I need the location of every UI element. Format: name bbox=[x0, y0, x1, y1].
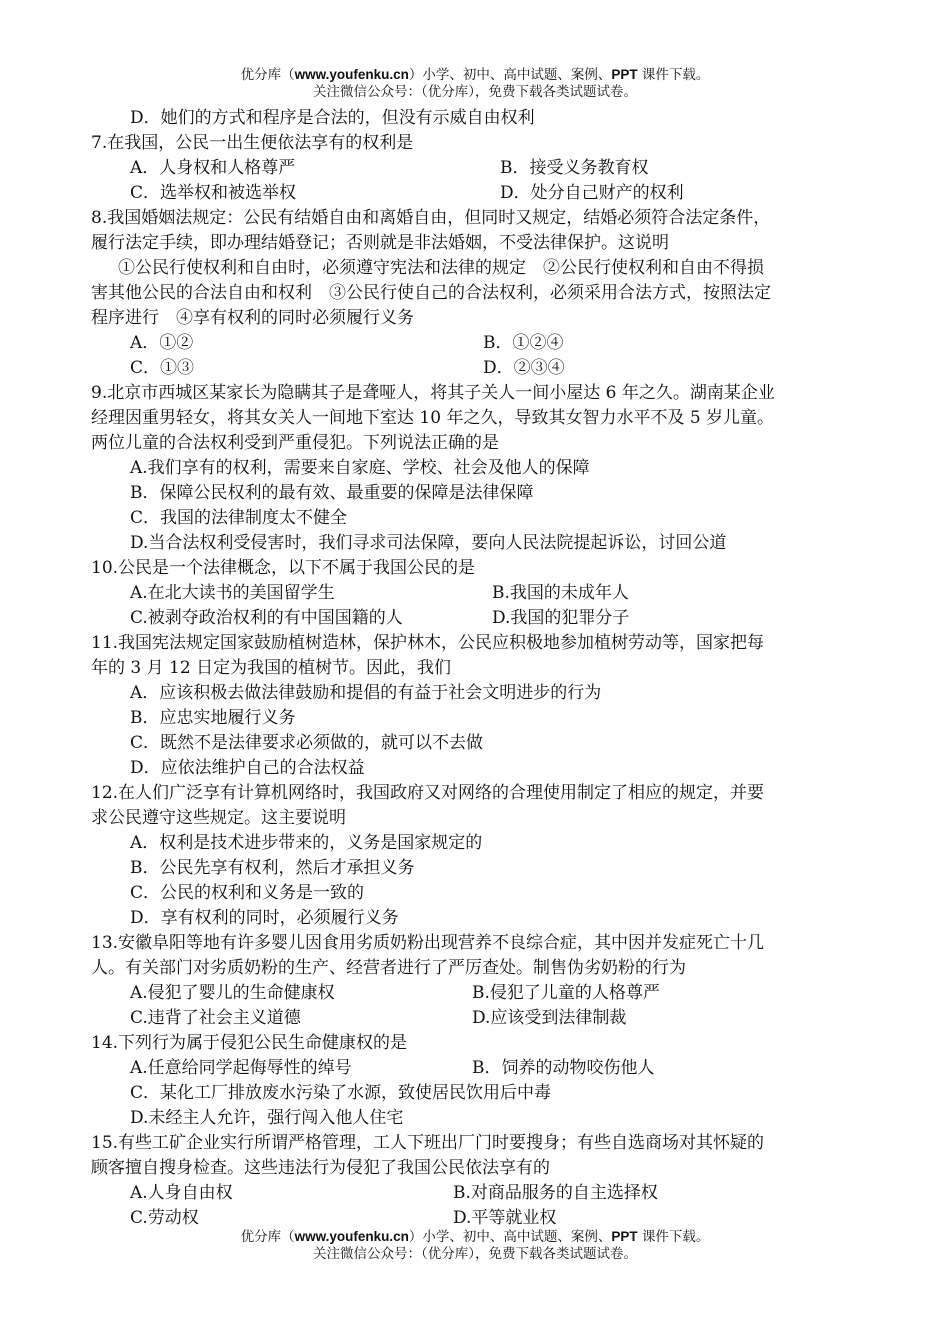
q10-stem: 10.公民是一个法律概念，以下不属于我国公民的是 bbox=[91, 558, 476, 578]
q8-stem-2: 履行法定手续，即办理结婚登记；否则就是非法婚姻，不受法律保护。这说明 bbox=[91, 233, 669, 253]
q11-option-b: B．应忠实地履行义务 bbox=[130, 708, 296, 728]
q15-option-d: D.平等就业权 bbox=[453, 1208, 557, 1228]
q10-option-a: A.在北大读书的美国留学生 bbox=[130, 583, 335, 603]
header-mid: ）小学、初中、高中试题、案例、 bbox=[408, 67, 612, 83]
q10-option-c: C.被剥夺政治权利的有中国国籍的人 bbox=[130, 608, 403, 628]
q14-option-b: B．饲养的动物咬伤他人 bbox=[472, 1058, 655, 1078]
q15-option-c: C.劳动权 bbox=[130, 1208, 199, 1228]
q8-option-b: B．①②④ bbox=[483, 333, 564, 353]
q8-statement-3: 程序进行 ④享有权利的同时必须履行义务 bbox=[91, 308, 414, 328]
footer-site-link[interactable]: www.youfenku.cn bbox=[294, 1229, 409, 1244]
q14-stem: 14.下列行为属于侵犯公民生命健康权的是 bbox=[91, 1033, 408, 1053]
q11-option-a: A．应该积极去做法律鼓励和提倡的有益于社会文明进步的行为 bbox=[130, 683, 602, 703]
q7-option-d: D．处分自己财产的权利 bbox=[500, 183, 684, 203]
q11-stem-1: 11.我国宪法规定国家鼓励植树造林，保护林木，公民应积极地参加植树劳动等，国家把每 bbox=[91, 633, 765, 653]
q13-stem-1: 13.安徽阜阳等地有许多婴儿因食用劣质奶粉出现营养不良综合症，其中因并发症死亡十几 bbox=[91, 933, 765, 953]
q13-option-d: D.应该受到法律制裁 bbox=[472, 1008, 627, 1028]
q7-option-c: C．选举权和被选举权 bbox=[130, 183, 297, 203]
footer-mid: ）小学、初中、高中试题、案例、 bbox=[408, 1229, 612, 1245]
q8-option-a: A．①② bbox=[130, 333, 194, 353]
page-footer bbox=[0, 1228, 950, 1263]
q8-statement-2: 害其他公民的合法自由和权利 ③公民行使自己的合法权利，必须采用合法方式，按照法定 bbox=[91, 283, 771, 303]
q12-option-a: A．权利是技术进步带来的，义务是国家规定的 bbox=[130, 833, 483, 853]
q11-option-d: D．应依法维护自己的合法权益 bbox=[130, 758, 365, 778]
footer-suffix: 课件下载。 bbox=[637, 1229, 710, 1245]
q15-stem-2: 顾客擅自搜身检查。这些违法行为侵犯了我国公民依法享有的 bbox=[91, 1158, 550, 1178]
q15-option-a: A.人身自由权 bbox=[130, 1183, 233, 1203]
header-site-link[interactable]: www.youfenku.cn bbox=[294, 67, 409, 82]
q13-option-c: C.违背了社会主义道德 bbox=[130, 1008, 301, 1028]
q11-stem-2: 年的 3 月 12 日定为我国的植树节。因此，我们 bbox=[91, 658, 452, 678]
q13-option-a: A.侵犯了婴儿的生命健康权 bbox=[130, 983, 335, 1003]
q6-option-d: D．她们的方式和程序是合法的，但没有示威自由权利 bbox=[130, 108, 535, 128]
q7-option-a: A．人身权和人格尊严 bbox=[130, 158, 296, 178]
q9-stem-3: 两位儿童的合法权利受到严重侵犯。下列说法正确的是 bbox=[91, 433, 499, 453]
q14-option-c: C．某化工厂排放废水污染了水源，致使居民饮用后中毒 bbox=[130, 1083, 552, 1103]
header-suffix: 课件下载。 bbox=[637, 67, 710, 83]
q15-option-b: B.对商品服务的自主选择权 bbox=[453, 1183, 658, 1203]
footer-prefix: 优分库（ bbox=[240, 1229, 295, 1245]
q9-option-c: C．我国的法律制度太不健全 bbox=[130, 508, 348, 528]
q13-option-b: B.侵犯了儿童的人格尊严 bbox=[472, 983, 660, 1003]
header-prefix: 优分库（ bbox=[240, 67, 295, 83]
q11-option-c: C．既然不是法律要求必须做的，就可以不去做 bbox=[130, 733, 484, 753]
q8-statement-1: ①公民行使权利和自由时，必须遵守宪法和法律的规定 ②公民行使权利和自由不得损 bbox=[118, 258, 764, 278]
q12-stem-2: 求公民遵守这些规定。这主要说明 bbox=[91, 808, 346, 828]
q8-option-c: C．①③ bbox=[130, 358, 195, 378]
q9-option-a: A.我们享有的权利，需要来自家庭、学校、社会及他人的保障 bbox=[130, 458, 590, 478]
q13-stem-2: 人。有关部门对劣质奶粉的生产、经营者进行了严厉查处。制售伪劣奶粉的行为 bbox=[91, 958, 686, 978]
q12-stem-1: 12.在人们广泛享有计算机网络时，我国政府又对网络的合理使用制定了相应的规定，并要 bbox=[91, 783, 765, 803]
q7-stem: 7.在我国，公民一出生便依法享有的权利是 bbox=[91, 133, 414, 153]
q15-stem-1: 15.有些工矿企业实行所谓严格管理，工人下班出厂门时要搜身；有些自选商场对其怀疑的 bbox=[91, 1133, 765, 1153]
header-line-1 bbox=[0, 66, 950, 84]
header-line-2: 关注微信公众号：（优分库），免费下载各类试题试卷。 bbox=[313, 84, 637, 100]
page-header bbox=[0, 66, 950, 101]
header-ppt: PPT bbox=[611, 67, 638, 82]
q14-option-a: A.任意给同学起侮辱性的绰号 bbox=[130, 1058, 352, 1078]
q12-option-b: B．公民先享有权利，然后才承担义务 bbox=[130, 858, 415, 878]
q14-option-d: D.未经主人允许，强行闯入他人住宅 bbox=[130, 1108, 404, 1128]
q9-option-d: D.当合法权利受侵害时，我们寻求司法保障，要向人民法院提起诉讼，讨回公道 bbox=[130, 533, 727, 553]
q12-option-c: C．公民的权利和义务是一致的 bbox=[130, 883, 365, 903]
q10-option-b: B.我国的未成年人 bbox=[492, 583, 629, 603]
q8-option-d: D．②③④ bbox=[483, 358, 565, 378]
q9-stem-1: 9.北京市西城区某家长为隐瞒其子是聋哑人，将其子关人一间小屋达 6 年之久。湖南某企业 bbox=[91, 383, 775, 403]
q10-option-d: D.我国的犯罪分子 bbox=[492, 608, 630, 628]
q12-option-d: D．享有权利的同时，必须履行义务 bbox=[130, 908, 399, 928]
footer-line-1 bbox=[0, 1228, 950, 1246]
q9-option-b: B．保障公民权利的最有效、最重要的保障是法律保障 bbox=[130, 483, 534, 503]
q7-option-b: B．接受义务教育权 bbox=[500, 158, 649, 178]
footer-ppt: PPT bbox=[611, 1229, 638, 1244]
q8-stem-1: 8.我国婚姻法规定：公民有结婚自由和离婚自由，但同时又规定，结婚必须符合法定条件， bbox=[91, 208, 771, 228]
footer-line-2: 关注微信公众号：（优分库），免费下载各类试题试卷。 bbox=[313, 1246, 637, 1262]
q9-stem-2: 经理因重男轻女，将其女关人一间地下室达 10 年之久，导致其女智力水平不及 5 岁儿童。 bbox=[91, 408, 775, 428]
